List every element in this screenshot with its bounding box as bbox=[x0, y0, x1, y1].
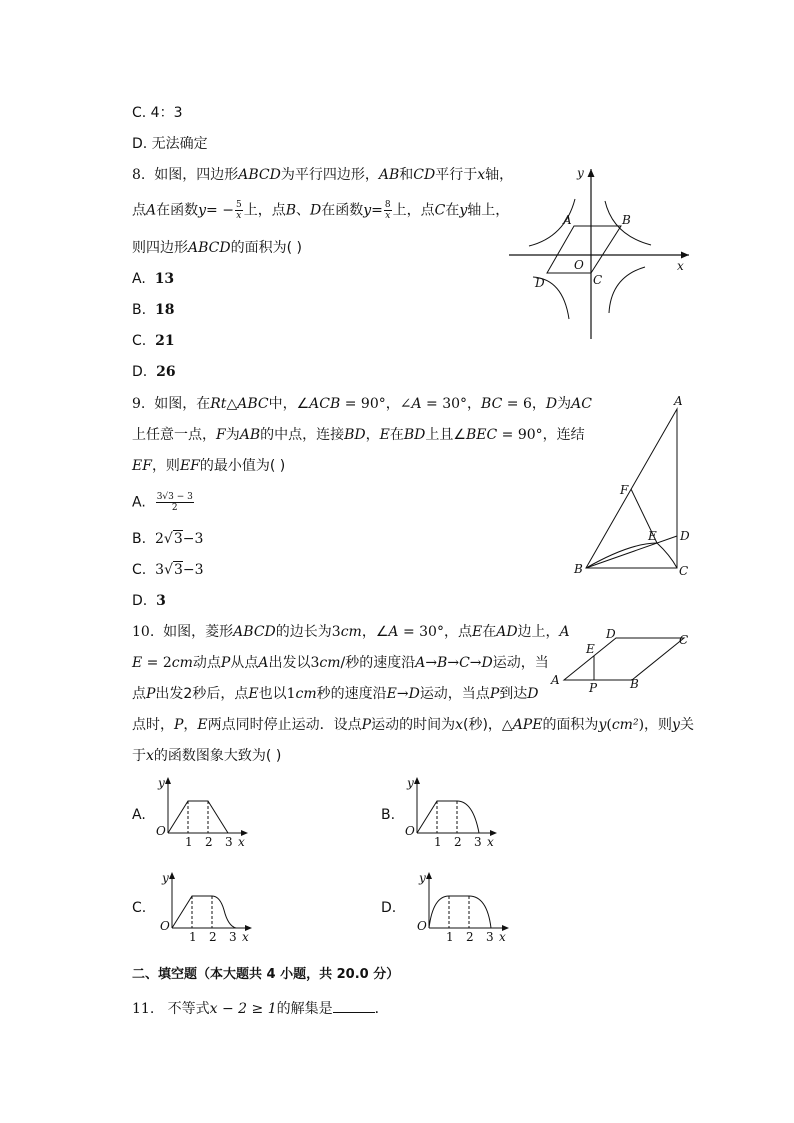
q10-option-c-label: C. bbox=[132, 900, 147, 916]
q10-graph-d bbox=[413, 868, 513, 946]
q10-graph-c-t1: 1 bbox=[189, 930, 197, 944]
q10-option-b-label: B. bbox=[381, 807, 396, 823]
q10-graph-b-x: x bbox=[487, 835, 494, 849]
q10-fig-label-D: D bbox=[606, 627, 616, 641]
q9-fig-label-F: F bbox=[620, 483, 629, 497]
q10-graph-c-y: y bbox=[162, 871, 169, 885]
q8-figure bbox=[505, 163, 695, 343]
q10-graph-b-o: O bbox=[405, 824, 415, 838]
q10-fig-label-E: E bbox=[586, 642, 595, 656]
q11-line: 11. 不等式x − 2 ≥ 1的解集是 ． bbox=[132, 998, 389, 1019]
q10-graph-d-t1: 1 bbox=[446, 930, 454, 944]
q10-graph-d-x: x bbox=[499, 930, 506, 944]
q10-fig-label-C: C bbox=[679, 633, 689, 647]
q10-fig-label-A: A bbox=[551, 673, 560, 687]
q10-graph-b-t2: 2 bbox=[454, 835, 462, 849]
q8-option-b: B. 18 bbox=[132, 302, 175, 318]
q9-line2: 上任意一点，F为AB的中点，连接BD，E在BD上且∠BEC = 90°，连结 bbox=[132, 427, 585, 443]
q9-fig-label-C: C bbox=[679, 564, 689, 578]
q10-graph-c-x: x bbox=[242, 930, 249, 944]
q8-fig-axis-x: x bbox=[677, 259, 684, 273]
q8-fig-label-C: C bbox=[593, 273, 603, 287]
q10-graph-a bbox=[152, 773, 252, 851]
q10-line4: 点时，P，E两点同时停止运动．设点P运动的时间为x(秒)，△APE的面积为y(cm²)，则y关 bbox=[132, 717, 694, 733]
q9-option-b: B. 2√3−3 bbox=[132, 531, 204, 547]
q11-answer-blank[interactable] bbox=[333, 998, 375, 1013]
q10-graph-a-y: y bbox=[158, 776, 165, 790]
q10-graph-d-t2: 2 bbox=[466, 930, 474, 944]
q9-option-d: D. 3 bbox=[132, 593, 166, 609]
q8-fig-label-B: B bbox=[622, 213, 631, 227]
q10-graph-d-y: y bbox=[419, 871, 426, 885]
q8-option-a: A. 13 bbox=[132, 271, 175, 287]
q10-graph-b bbox=[401, 773, 501, 851]
q10-graph-c bbox=[156, 868, 256, 946]
q10-graph-c-t2: 2 bbox=[209, 930, 217, 944]
q9-option-a: A. $\frac{3√3 - 3}{2}$ bbox=[132, 492, 193, 513]
q8-line3: 则四边形ABCD的面积为( ) bbox=[132, 240, 302, 256]
q10-fig-label-P: P bbox=[589, 681, 598, 695]
q10-graph-a-t2: 2 bbox=[205, 835, 213, 849]
q10-graph-b-t1: 1 bbox=[434, 835, 442, 849]
q8-fig-label-O: O bbox=[574, 258, 584, 272]
q10-graph-b-y: y bbox=[407, 776, 414, 790]
q9-fig-label-E: E bbox=[648, 529, 657, 543]
q8-fig-axis-y: y bbox=[577, 166, 584, 180]
q10-graph-a-t3: 3 bbox=[225, 835, 233, 849]
q10-line3: 点P出发2秒后，点E也以1cm秒的速度沿E→D运动，当点P到达D bbox=[132, 686, 539, 702]
q8-line2: 点A在函数y= − $\frac{5}{x}$ 上，点B、D在函数y= $\frac{8}{x}$ 上，点C在y轴上， bbox=[132, 200, 510, 221]
q8-fig-label-A: A bbox=[563, 213, 572, 227]
q10-option-a-label: A. bbox=[132, 807, 146, 823]
q9-line3: EF，则EF的最小值为( ) bbox=[132, 458, 286, 474]
q10-line2: E = 2cm动点P从点A出发以3cm/秒的速度沿A→B→C→D运动，当 bbox=[132, 655, 549, 671]
q10-option-d-label: D. bbox=[381, 900, 397, 916]
q10-graph-d-o: O bbox=[417, 919, 427, 933]
q8-option-d: D. 26 bbox=[132, 364, 176, 380]
q10-line1: 10. 如图，菱形ABCD的边长为3cm，∠A = 30°，点E在AD边上，A bbox=[132, 624, 570, 640]
q10-line5: 于x的函数图象大致为( ) bbox=[132, 748, 282, 764]
q10-graph-d-t3: 3 bbox=[486, 930, 494, 944]
q10-graph-a-x: x bbox=[238, 835, 245, 849]
q9-line1: 9. 如图，在Rt△ABC中，∠ACB = 90°，∠A = 30°，BC = 6，D为AC bbox=[132, 396, 592, 412]
q8-fig-label-D: D bbox=[535, 276, 545, 290]
q8-line1: 8. 如图，四边形ABCD为平行四边形，AB和CD平行于x轴， bbox=[132, 167, 514, 183]
q8-option-c: C. 21 bbox=[132, 333, 175, 349]
q7-option-c: C. 4：3 bbox=[132, 105, 183, 121]
q9-fig-label-B: B bbox=[574, 562, 583, 576]
q10-graph-a-o: O bbox=[156, 824, 166, 838]
q10-graph-c-t3: 3 bbox=[229, 930, 237, 944]
q9-fig-label-A: A bbox=[674, 394, 683, 408]
q10-graph-a-t1: 1 bbox=[185, 835, 193, 849]
q10-fig-label-B: B bbox=[630, 677, 639, 691]
q9-option-c: C. 3√3−3 bbox=[132, 562, 204, 578]
q9-fig-label-D: D bbox=[680, 529, 690, 543]
q10-graph-b-t3: 3 bbox=[474, 835, 482, 849]
q9-figure bbox=[570, 393, 695, 583]
q10-figure bbox=[548, 626, 696, 696]
q10-graph-c-o: O bbox=[160, 919, 170, 933]
q7-option-d: D. 无法确定 bbox=[132, 136, 208, 152]
section-title-fill-in: 二、填空题（本大题共 4 小题，共 20.0 分） bbox=[132, 967, 400, 982]
